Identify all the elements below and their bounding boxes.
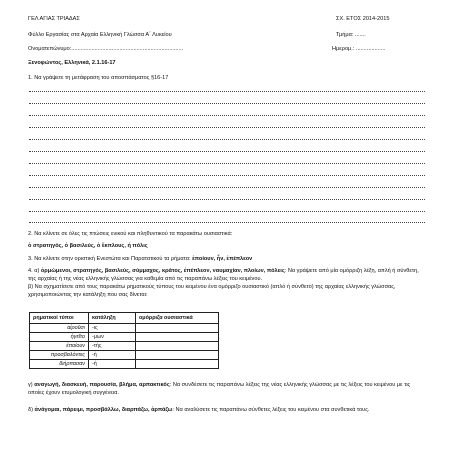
dotted-line (29, 175, 425, 176)
verb-form-cell: αἱροῦσι (30, 324, 89, 333)
dotted-line (29, 163, 425, 164)
ending-cell: -μων (89, 333, 136, 342)
dotted-line (29, 115, 425, 116)
dotted-line (29, 199, 425, 200)
question-3 (28, 257, 252, 263)
noun-answer-cell[interactable] (136, 342, 219, 351)
worksheet-title: Φύλλο Εργασίας στα Αρχαία Ελληνική Γλώσσα Α΄ Λυκείου (28, 32, 172, 38)
question-3-text: 3. Να κλίνετε στην οριστική Ενεστώτα και Παρατατικού τα ρήματα: (28, 256, 191, 262)
question-4c-prefix: γ) (28, 382, 33, 388)
ending-cell: -ή (89, 351, 136, 360)
date-label: Ημερομ.: ................... (332, 46, 386, 52)
question-3-verbs: ἐποίουν, ἦν, ἐπέπλεον (192, 256, 253, 262)
noun-answer-cell[interactable] (136, 324, 219, 333)
text-source: Ξενοφώντος, Ελληνικά, 2.1.16-17 (28, 60, 116, 66)
noun-answer-cell[interactable] (136, 360, 219, 369)
question-4d-words: ἀνάγομαι, πάρειμι, προσβάλλω, διαρπάζω, ἁρπάζω (34, 407, 173, 413)
table-row (30, 360, 219, 369)
table-header: ρηματικοί τύποι (30, 313, 89, 324)
dotted-line (29, 211, 425, 212)
ending-cell: -ή (89, 360, 136, 369)
table-row (30, 342, 219, 351)
student-name-label: Ονοματεπώνυμο:........................................................................ (28, 46, 184, 52)
table-row (30, 324, 219, 333)
ending-cell: -ις (89, 324, 136, 333)
dotted-line (29, 91, 425, 92)
dotted-line (29, 222, 425, 223)
noun-answer-cell[interactable] (136, 333, 219, 342)
question-4d-instruction: : Να αναλύσετε τις παραπάνω σύνθετες λέξεις του κειμένου στα συνθετικά τους. (172, 407, 370, 413)
question-4c-words: αναγωγή, διασκευή, παρουσία, βλήμα, αρπακτικός (34, 382, 170, 388)
table-header: κατάληξη (89, 313, 136, 324)
verb-form-cell: ἐποίουν (30, 342, 89, 351)
table-header: ομόρριζα ουσιαστικά (136, 313, 219, 324)
verb-form-cell: ἡγεῖτο (30, 333, 89, 342)
noun-answer-cell[interactable] (136, 351, 219, 360)
question-1: 1. Να γράψετε τη μετάφραση του αποσπάσματος §16-17 (28, 75, 169, 81)
word-formation-table (29, 312, 219, 369)
table-header-row (30, 313, 219, 324)
dotted-line (29, 187, 425, 188)
question-4b: β) Να σχηματίσετε από τους παρακάτω ρηματικούς τύπους του κειμένου ένα ομόρριζο ουσιαστικό (απλό ή σύνθετο) της αρχαίας ελληνικής γλώσσας, χρησιμοποιώντας την κατάληξη που σας δίνεται: (28, 284, 396, 298)
question-4c-instruction: : Να συνδέσετε τις παραπάνω λέξεις της νέας ελληνικής γλώσσας με τις λέξεις του κειμένου με τις οποίες έχουν ετυμολογική συγγένεια. (28, 382, 411, 396)
dotted-line (29, 151, 425, 152)
question-4a-words: ὁρμώμενοι, στρατηγός, βασιλεύς, σύμμαχος, κράτος, ἐπέπλεον, ναυμαχίαν, πλοίων, πόλεις (40, 268, 285, 274)
question-2-words: ὁ στρατηγός, ὁ βασιλεύς, ὁ ἔκπλους, ἡ πόλις (28, 243, 148, 249)
dotted-line (29, 103, 425, 104)
table-row (30, 333, 219, 342)
question-2: 2. Να κλίνετε σε όλες τις πτώσεις ενικού και πληθυντικού τα παρακάτω ουσιαστικά: (28, 231, 233, 237)
question-4d-prefix: δ) (28, 407, 33, 413)
question-4a-instruction: : Να γράψετε από μία ομόρριζη λέξη, απλή ή σύνθετη, της αρχαίας ή της νέας ελληνικής γλώσσας για καθεμία από τις παραπάνω λέξεις του κειμένου. (28, 268, 419, 282)
dotted-line (29, 127, 425, 128)
ending-cell: -τής (89, 342, 136, 351)
section-label: Τμήμα: ....... (336, 32, 366, 38)
table-row (30, 351, 219, 360)
question-4c (28, 382, 428, 398)
verb-form-cell: διήρπασαν (30, 360, 89, 369)
question-4a-prefix: 4. α) (28, 268, 40, 274)
question-4d (28, 407, 428, 415)
school-name: ΓΕΛ ΑΓΙΑΣ ΤΡΙΑΔΑΣ (28, 16, 80, 22)
school-year: ΣΧ. ΕΤΟΣ 2014-2015 (336, 16, 390, 22)
verb-form-cell: προσβαλόντες (30, 351, 89, 360)
dotted-line (29, 139, 425, 140)
question-4a (28, 268, 428, 284)
